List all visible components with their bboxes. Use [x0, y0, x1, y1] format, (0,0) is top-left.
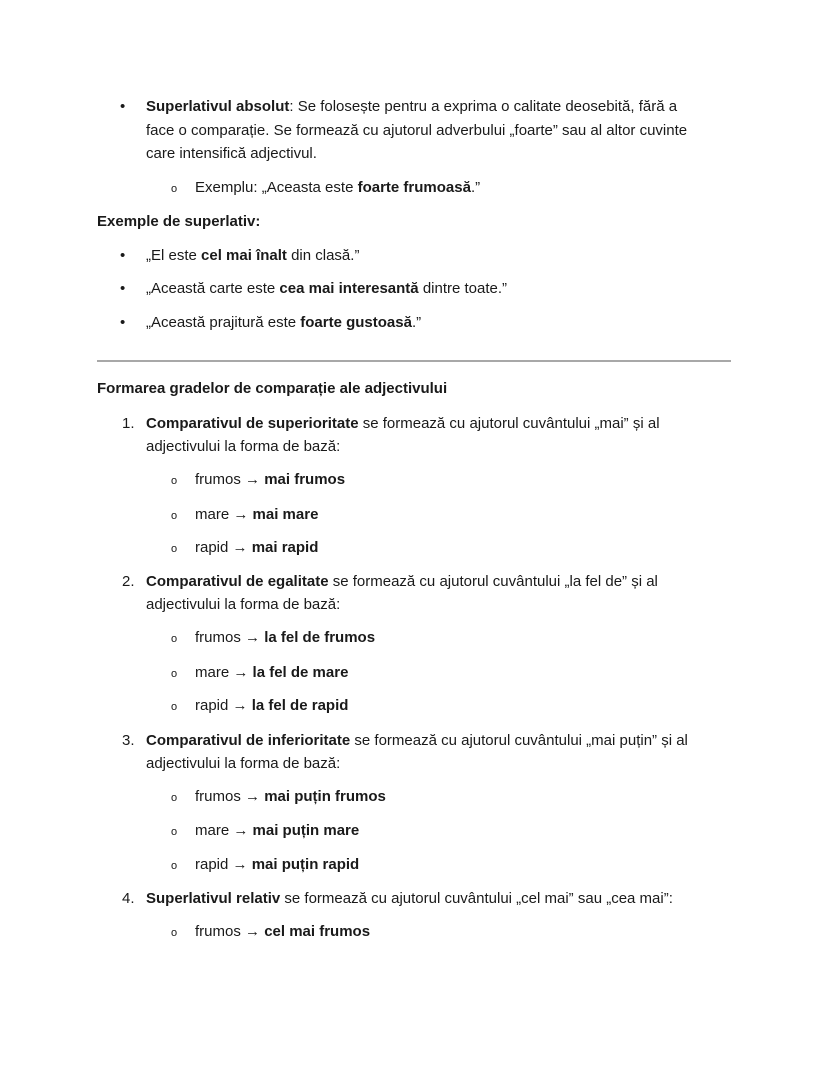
- example-row: frumos → mai frumos: [195, 471, 346, 488]
- arrow-icon: →: [229, 822, 253, 839]
- bullet-marker: •: [120, 280, 126, 297]
- horizontal-divider: [97, 360, 731, 362]
- sub-bullet-marker: o: [171, 927, 178, 939]
- sub-bullet-marker: o: [171, 860, 178, 872]
- sub-bullet-marker: o: [171, 701, 178, 713]
- item-3-line2: adjectivului la forma de bază:: [146, 755, 341, 772]
- item-2-line2: adjectivului la forma de bază:: [146, 596, 341, 613]
- superlativ-absolut-line2: face o comparație. Se formează cu ajutorul adverbului „foarte” sau al altor cuvinte: [146, 122, 688, 139]
- arrow-icon: →: [229, 506, 253, 523]
- sub-bullet-marker: o: [171, 475, 178, 487]
- item-3-line1: Comparativul de inferioritate se formează cu ajutorul cuvântului „mai puțin” și al: [146, 732, 688, 749]
- exemplu-item-2: „Această carte este cea mai interesantă dintre toate.”: [146, 280, 508, 297]
- sub-bullet-marker: o: [171, 183, 178, 195]
- arrow-icon: →: [229, 664, 253, 681]
- example-row: frumos → mai puțin frumos: [195, 788, 386, 805]
- item-1-line2: adjectivului la forma de bază:: [146, 438, 341, 455]
- sub-bullet-marker: o: [171, 668, 178, 680]
- arrow-icon: →: [228, 697, 252, 714]
- arrow-icon: →: [240, 471, 265, 488]
- item-4-line1: Superlativul relativ se formează cu ajutorul cuvântului „cel mai” sau „cea mai”:: [146, 890, 673, 907]
- exemple-heading: Exemple de superlativ:: [97, 213, 261, 230]
- bullet-marker: •: [120, 247, 126, 264]
- term: Superlativul absolut: [146, 98, 290, 115]
- exemplu-item-1: „El este cel mai înalt din clasă.”: [146, 247, 360, 264]
- superlativ-absolut-line3: care intensifică adjectivul.: [146, 145, 317, 162]
- arrow-icon: →: [228, 856, 252, 873]
- item-1-line1: Comparativul de superioritate se formează cu ajutorul cuvântului „mai” și al: [146, 415, 660, 432]
- formarea-heading: Formarea gradelor de comparație ale adjectivului: [97, 380, 448, 397]
- example-row: rapid → mai puțin rapid: [195, 856, 360, 873]
- example-row: mare → mai mare: [195, 506, 319, 523]
- list-number: 1.: [122, 415, 135, 432]
- arrow-icon: →: [240, 923, 265, 940]
- example-row: mare → la fel de mare: [195, 664, 349, 681]
- example-row: rapid → la fel de rapid: [195, 697, 349, 714]
- sub-bullet-marker: o: [171, 543, 178, 555]
- exemplu-item-3: „Această prajitură este foarte gustoasă.”: [146, 314, 422, 331]
- bullet-marker: •: [120, 314, 126, 331]
- list-number: 2.: [122, 573, 135, 590]
- example-row: mare → mai puțin mare: [195, 822, 360, 839]
- example-row: frumos → la fel de frumos: [195, 629, 376, 646]
- example-row: frumos → cel mai frumos: [195, 923, 371, 940]
- sub-bullet-marker: o: [171, 633, 178, 645]
- superlativ-absolut-example: Exemplu: „Aceasta este foarte frumoasă.”: [195, 179, 481, 196]
- superlativ-absolut-line1: Superlativul absolut: Se folosește pentru a exprima o calitate deosebită, fără a: [146, 98, 678, 115]
- example-row: rapid → mai rapid: [195, 539, 319, 556]
- bullet-marker: •: [120, 98, 126, 115]
- list-number: 4.: [122, 890, 135, 907]
- list-number: 3.: [122, 732, 135, 749]
- arrow-icon: →: [228, 539, 252, 556]
- sub-bullet-marker: o: [171, 792, 178, 804]
- arrow-icon: →: [240, 788, 265, 805]
- item-2-line1: Comparativul de egalitate se formează cu ajutorul cuvântului „la fel de” și al: [146, 573, 658, 590]
- sub-bullet-marker: o: [171, 826, 178, 838]
- arrow-icon: →: [240, 629, 265, 646]
- sub-bullet-marker: o: [171, 510, 178, 522]
